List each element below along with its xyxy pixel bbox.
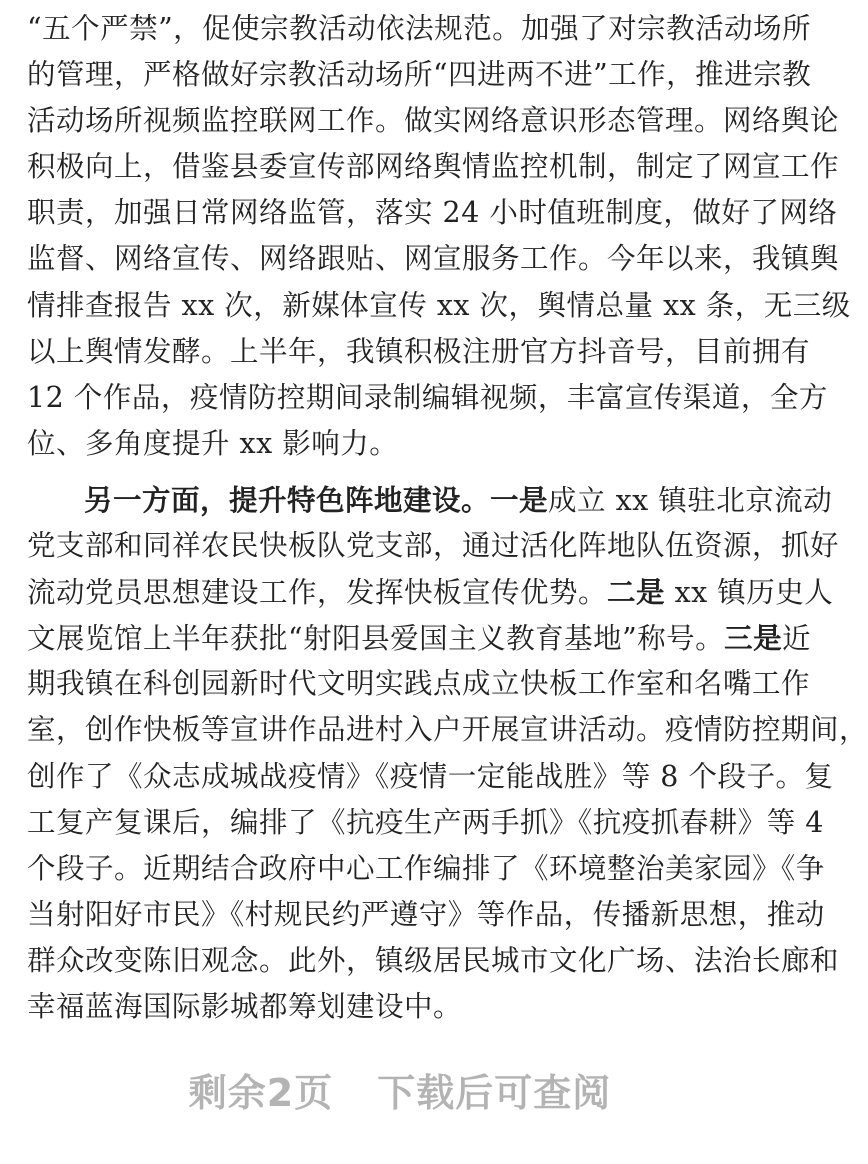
item-label: 一是 <box>490 482 549 517</box>
text-line: 位、多角度提升 xx 影响力。 <box>27 426 399 460</box>
text-line <box>27 477 833 523</box>
text-line: 创作了《众志成城战疫情》《疫情一定能战胜》等 8 个段子。复 <box>27 759 834 793</box>
text-line: 12 个作品，疫情防控期间录制编辑视频，丰富宣传渠道，全方 <box>27 380 828 414</box>
text-line: 职责，加强日常网络监管，落实 24 小时值班制度，做好了网络 <box>27 196 838 230</box>
paragraph-1 <box>27 6 851 467</box>
download-prompt[interactable] <box>0 1062 800 1117</box>
text-line: 个段子。近期结合政府中心工作编排了《环境整治美家园》《争 <box>27 851 825 885</box>
text-span: 近 <box>782 622 812 656</box>
text-line: 工复产复课后，编排了《抗疫生产两手抓》《抗疫抓春耕》等 4 <box>27 805 824 839</box>
text-line: 期我镇在科创园新时代文明实践点成立快板工作室和名嘴工作 <box>27 667 811 701</box>
text-line: 当射阳好市民》《村规民约严遵守》等作品，传播新思想，推动 <box>27 897 825 931</box>
text-span: 流动党员思想建设工作，发挥快板宣传优势。 <box>27 576 608 610</box>
text-line: 幸福蓝海国际影城都筹划建设中。 <box>27 989 463 1023</box>
remaining-pages-label: 剩余2页 <box>188 1071 334 1115</box>
text-line: 的管理，严格做好宗教活动场所“四进两不进”工作，推进宗教 <box>27 58 812 92</box>
text-line: 室，创作快板等宣讲作品进村入户开展宣讲活动。疫情防控期间， <box>27 713 868 747</box>
download-to-view-label: 下载后可查阅 <box>377 1071 612 1115</box>
text-line: 活动场所视频监控联网工作。做实网络意识形态管理。网络舆论 <box>27 104 840 138</box>
text-line: 以上舆情发酵。上半年，我镇积极注册官方抖音号，目前拥有 <box>27 334 811 368</box>
text-line: 积极向上，借鉴县委宣传部网络舆情监控机制，制定了网宣工作 <box>27 150 840 184</box>
text-line: “五个严禁”，促使宗教活动依法规范。加强了对宗教活动场所 <box>27 12 812 45</box>
section-heading: 另一方面，提升特色阵地建设。 <box>84 482 491 517</box>
text-line: 情排查报告 xx 次，新媒体宣传 xx 次，舆情总量 xx 条，无三级 <box>27 288 851 322</box>
text-line: 监督、网络宣传、网络跟贴、网宣服务工作。今年以来，我镇舆 <box>27 242 840 276</box>
text-span: xx 镇历史人 <box>665 576 834 610</box>
item-label: 三是 <box>724 621 783 656</box>
item-label: 二是 <box>607 575 666 610</box>
text-span: 成立 xx 镇驻北京流动 <box>548 483 833 517</box>
text-line: 群众改变陈旧观念。此外，镇级居民城市文化广场、法治长廊和 <box>27 943 840 977</box>
document-body <box>27 6 868 1030</box>
paragraph-2 <box>27 477 868 1030</box>
text-line: 党支部和同祥农民快板队党支部，通过活化阵地队伍资源，抓好 <box>27 529 840 563</box>
text-line <box>27 569 834 615</box>
text-line <box>27 615 812 661</box>
text-span: 文展览馆上半年获批“射阳县爱国主义教育基地”称号。 <box>27 622 725 656</box>
